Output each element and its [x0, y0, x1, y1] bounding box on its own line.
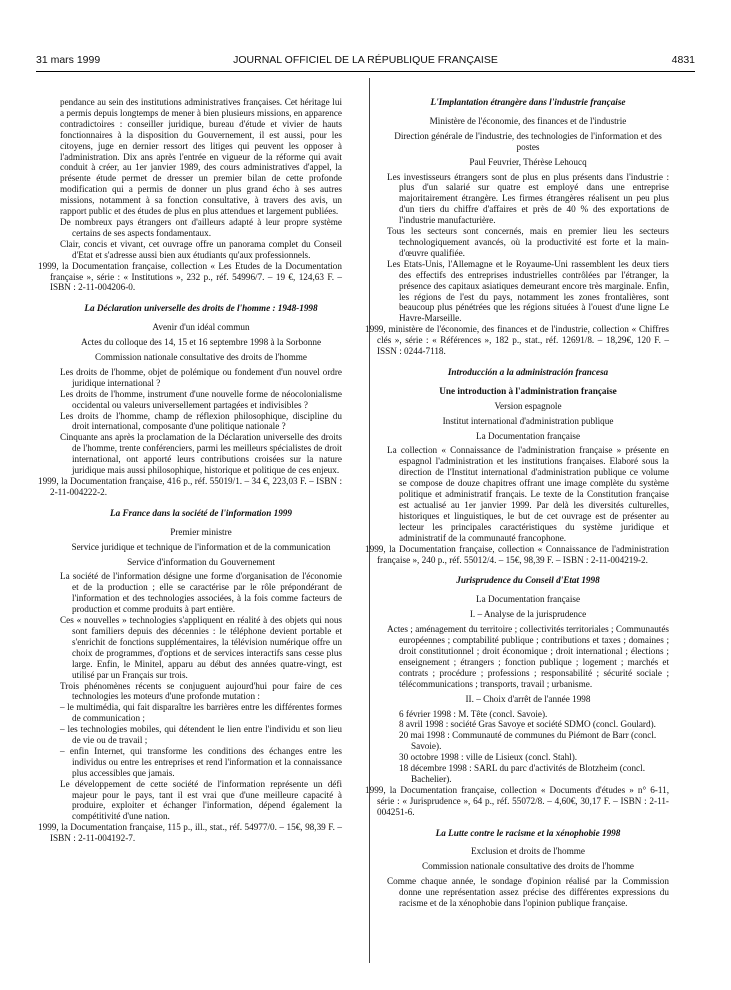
body-paragraph: Les investisseurs étrangers sont de plus en plus présents dans l'industrie : plus d'un salarié sur quatre est employé dans une entreprise majoritairement étrangère. Les firmes étrangères réalisent un peu plus d'un tiers du chiffre d'affaires et près de 40 % des exportations de l'industrie manufacturière. [387, 171, 669, 226]
section-subtitle: Institut international d'administration publique [442, 415, 614, 426]
left-column [38, 97, 342, 844]
section-title: Introducción a la administración francesa [447, 366, 609, 377]
publication-reference: 1999, la Documentation française, 115 p., ill., stat., réf. 54977/0. – 15€, 98,39 F. – ISBN : 2-11-004192-7. [38, 822, 342, 844]
body-paragraph: Cinquante ans après la proclamation de la Déclaration universelle des droits de l'homme, trente conférenciers, parmi les meilleurs spécialistes de droit international, ont apporté leurs contributions croisées sur la nature juridique mais aussi philosophique, historique et politique de ces enjeux. [60, 432, 342, 476]
arret-item: 30 octobre 1998 : ville de Lisieux (concl. Stahl). [399, 752, 578, 763]
header-page-number: 4831 [671, 54, 695, 66]
section-author: Paul Feuvrier, Thérèse Lehoucq [469, 156, 587, 167]
intro-paragraph: Clair, concis et vivant, cet ouvrage offre un panorama complet du Conseil d'Etat et s'adresse aussi bien aux étudiants qu'aux professionnels. [60, 238, 342, 260]
body-paragraph: Le développement de cette société de l'information représente un défi majeur pour le pays, tant il est vrai que d'une meilleure capacité à produire, exploiter et échanger l'information, dépend également la compétitivité d'une nation. [60, 778, 342, 822]
section-subtitle-bold: Une introduction à l'administration française [439, 385, 617, 396]
publication-reference: 1999, la Documentation française, collection « Documents d'études » n° 6-11, série : « Jurisprudence », 64 p., réf. 55072/8. – 4,60€, 30,17 F. – ISBN : 2-11-004251-6. [365, 784, 669, 817]
section-title: La Lutte contre le racisme et la xénophobie 1998 [435, 827, 621, 838]
section-subtitle: Direction générale de l'industrie, des technologies de l'information et des postes [394, 130, 662, 152]
arret-item: 8 avril 1998 : société Gras Savoye et société SDMO (concl. Goulard). [399, 719, 656, 730]
section-author: Service d'information du Gouvernement [127, 556, 275, 567]
arret-item: 6 février 1998 : M. Tête (concl. Savoie). [399, 708, 548, 719]
body-paragraph: Ces « nouvelles » technologies s'appliquent en réalité à des objets qui nous sont familiers depuis des décennies : le téléphone devient portable et s'enrichit de fonctions supplémentaires, la télévision numérique offre un choix de programmes, d'options et de services interactifs sans cesse plus large. Enfin, le Minitel, apparu au début des années quatre-vingt, est utilisé par un Français sur trois. [60, 615, 342, 680]
section-subtitle: Avenir d'un idéal commun [152, 322, 250, 333]
page-header [36, 54, 695, 70]
header-date: 31 mars 1999 [36, 54, 101, 66]
publication-reference: 1999, ministère de l'économie, des finances et de l'industrie, collection « Chiffres clés », série : « Références », 182 p., stat., réf. 12691/8. – 18,29€, 120 F. – ISSN : 0244-7118. [365, 324, 669, 357]
publication-reference: 1999, la Documentation française, collection « Les Etudes de la Documentation française », série : « Institutions », 232 p., réf. 54996/7. – 19 €, 124,63 F. – ISBN : 2-11-004206-0. [38, 260, 342, 293]
body-paragraph: Trois phénomènes récents se conjuguent aujourd'hui pour faire de ces technologies les moteurs d'une profonde mutation : [60, 680, 342, 702]
section-author: Commission nationale consultative des droits de l'homme [95, 352, 307, 363]
intro-paragraph: De nombreux pays étrangers ont d'ailleurs adapté à leur propre système certains de ses aspects fondamentaux. [60, 216, 342, 238]
dash-item: – le multimédia, qui fait disparaître les barrières entre les différentes formes de communication ; [60, 702, 342, 724]
section-title: Jurisprudence du Conseil d'Etat 1998 [456, 575, 600, 586]
section-title: La France dans la société de l'information 1999 [110, 507, 292, 518]
section-subtitle: Commission nationale consultative des droits de l'homme [422, 861, 634, 872]
section-title: L'Implantation étrangère dans l'industrie française [430, 97, 626, 107]
dash-item: – les technologies mobiles, qui détendent le lien entre l'individu et son lieu de vie ou de travail ; [60, 724, 342, 746]
arret-item: 18 décembre 1998 : SARL du parc d'activités de Blotzheim (concl. Bachelier). [399, 763, 645, 784]
intro-paragraph: pendance au sein des institutions administratives françaises. Cet héritage lui a permis depuis longtemps de mener à bien plusieurs missions, en apparence contradictoires : conseiller juridique, bureau d'étude et vivier de hauts fonctionnaires à la disposition du Gouvernement, il est aussi, pour les citoyens, juge en dernier ressort des litiges qui peuvent les opposer à l'administration. Dix ans après l'entrée en vigueur de la réforme qui avait conduit à créer, au 1er janvier 1989, des cours administratives d'appel, la présente étude permet de dresser un premier bilan de cette profonde modification qui a permis de donner un plus grand écho à ses autres missions, notamment à sa fonction consultative, à travers des avis, un rapport public et des études de plus en plus attendues et largement publiées. [60, 97, 342, 217]
section-subtitle: La Documentation française [475, 430, 581, 441]
section-subtitle: La Documentation française [475, 594, 581, 605]
section-subtitle: Service juridique et technique de l'information et de la communication [71, 541, 331, 552]
publication-reference: 1999, la Documentation française, 416 p., réf. 55019/1. – 34 €, 223,03 F. – ISBN : 2-11-004222-2. [38, 476, 342, 497]
section-subtitle: Actes du colloque des 14, 15 et 16 septembre 1998 à la Sorbonne [80, 337, 322, 348]
section-subtitle: Ministère de l'économie, des finances et de l'industrie [429, 115, 627, 126]
column-divider [369, 78, 370, 963]
body-paragraph: Les Etats-Unis, l'Allemagne et le Royaume-Uni rassemblent les deux tiers des effectifs des entreprises industrielles contrôlées par l'étranger, la présence des capitaux asiatiques demeurant encore très marginale. Enfin, les régions de l'est du pays, notamment les zones frontalières, sont beaucoup plus pénétrées que les régions situées à l'ouest d'une ligne Le Havre-Marseille. [387, 258, 669, 324]
body-paragraph: La société de l'information désigne une forme d'organisation de l'économie et de la production ; elle se caractérise par le rôle prépondérant de l'information et des technologies associées, à la fois comme facteurs de production et comme produits à part entière. [60, 571, 342, 615]
header-rule [36, 71, 695, 72]
section-subtitle: Exclusion et droits de l'homme [471, 846, 585, 857]
body-paragraph: Les droits de l'homme, objet de polémique ou fondement d'un nouvel ordre juridique international ? [60, 366, 342, 388]
section-subtitle: I. – Analyse de la jurisprudence [469, 609, 587, 620]
section-subtitle: Premier ministre [170, 526, 232, 537]
arret-item: 20 mai 1998 : Communauté de communes du Piémont de Barr (concl. Savoie). [399, 730, 657, 752]
body-paragraph: Les droits de l'homme, champ de réflexion philosophique, discipline du droit international, composante d'une politique nationale ? [60, 410, 342, 432]
body-paragraph: La collection « Connaissance de l'administration française » présente en espagnol l'administration et les institutions françaises. Elaboré sous la direction de l'Institut international d'administration publique ce volume se compose de douze chapitres offrant une image complète du système politique et administratif français. Le texte de la Constitution française est actualisé au 1er janvier 1999. Par delà les diversités culturelles, historiques et linguistiques, le but de cet ouvrage est de présenter au lecteur les principales caractéristiques du système juridique et administratif de la communauté francophone. [387, 445, 669, 543]
header-journal-title: JOURNAL OFFICIEL DE LA RÉPUBLIQUE FRANÇAISE [233, 54, 498, 66]
body-paragraph: Les droits de l'homme, instrument d'une nouvelle forme de néocolonialisme occidental ou valeurs universellement partagées et indivisibles ? [60, 388, 342, 410]
body-paragraph: Comme chaque année, le sondage d'opinion réalisé par la Commission donne une représentation assez précise des différentes expressions du racisme et de la xénophobie dans l'opinion publique française. [387, 876, 669, 909]
section-subtitle: II. – Choix d'arrêt de l'année 1998 [465, 693, 591, 704]
publication-reference: 1999, la Documentation française, collection « Connaissance de l'administration française », 240 p., réf. 55012/4. – 15€, 98,39 F. – ISBN : 2-11-004219-2. [365, 543, 669, 565]
right-column [365, 97, 669, 909]
body-paragraph: Tous les secteurs sont concernés, mais en premier lieu les secteurs technologiquement avancés, où la productivité est forte et la main-d'œuvre qualifiée. [387, 226, 669, 258]
dash-item: – enfin Internet, qui transforme les conditions des échanges entre les individus ou entre les entreprises et rend l'information et la connaissance plus accessibles que jamais. [60, 745, 342, 778]
section-title: La Déclaration universelle des droits de l'homme : 1948-1998 [84, 303, 318, 314]
body-paragraph: Actes ; aménagement du territoire ; collectivités territoriales ; Communautés européennes ; comptabilité publique ; contributions et taxes ; domaines ; droit constitutionnel ; droit économique ; droit international ; élections ; enseignement ; étrangers ; fonction publique ; logement ; marchés et contrats ; procédure ; professions ; responsabilité ; sécurité sociale ; télécommunications ; transports, travail ; urbanisme. [387, 624, 669, 689]
section-subtitle: Version espagnole [494, 400, 562, 411]
